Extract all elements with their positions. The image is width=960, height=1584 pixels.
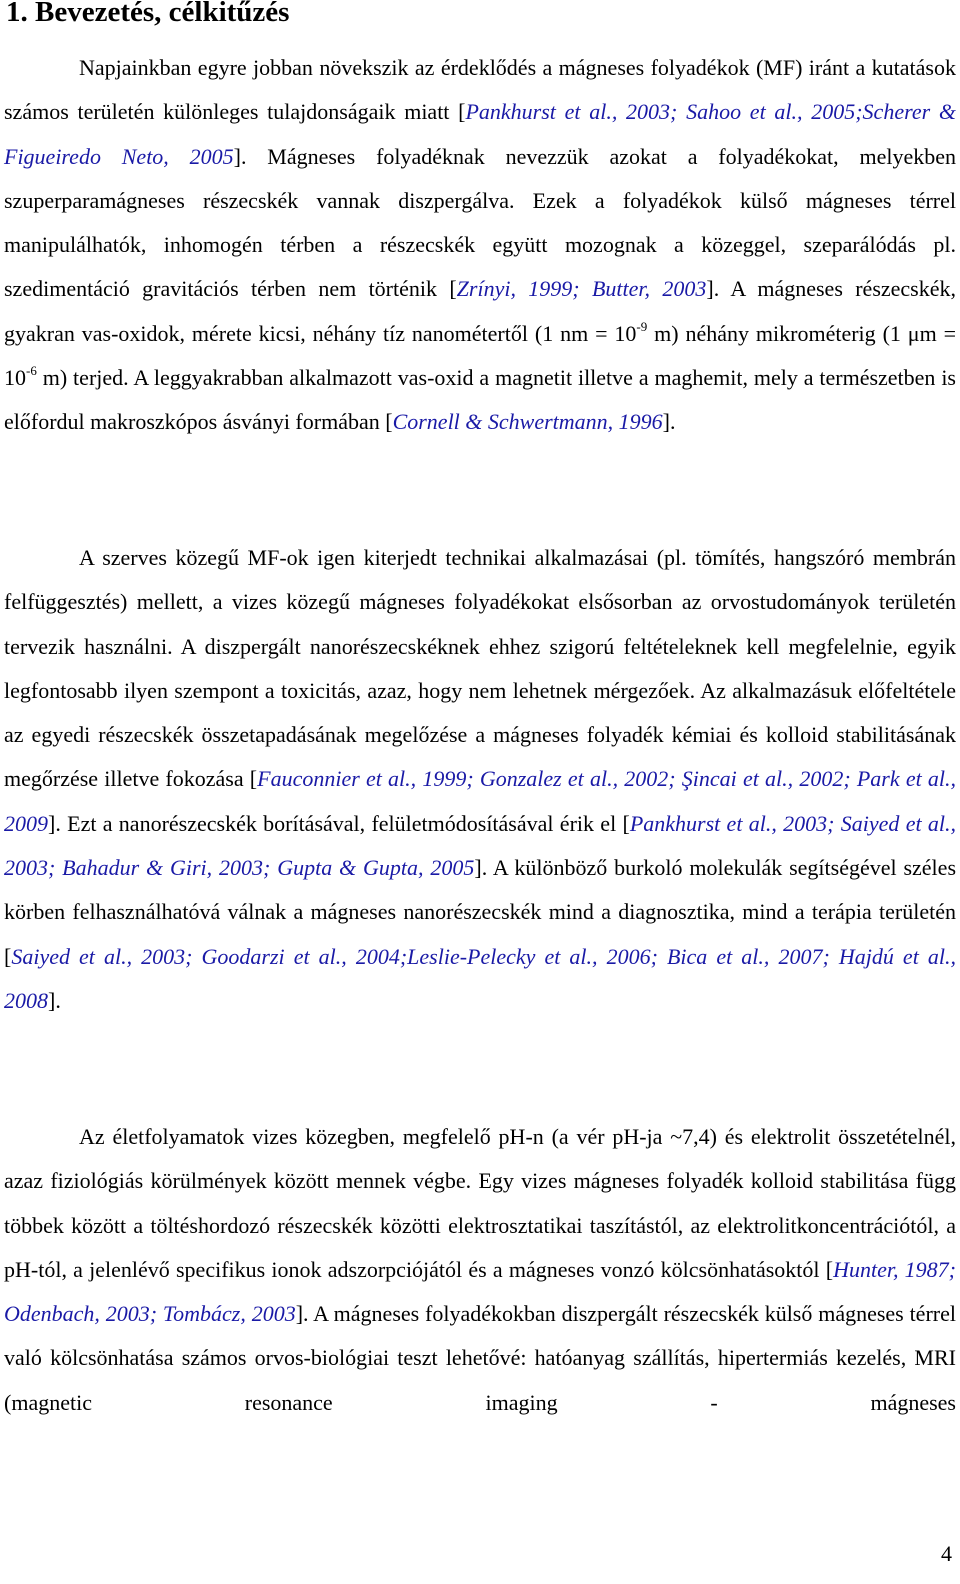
p1-text-d: ]. A mágneses részecskék, gyakran vas-oxidok, mérete kicsi, néhány tíz nanométertől (1 nm = 10 [4, 276, 956, 346]
p2-text-c: ]. A különböző burkoló molekulák segítségével széles körben felhasználhatóvá válnak a mágneses nanorészecskék mind a diagnosztika, mind a terápia területén [ [4, 855, 956, 969]
section-heading: 1. Bevezetés, célkitűzés [6, 0, 290, 28]
p2-text-b: ]. Ezt a nanorészecskék borításával, felületmódosításával érik el [ [48, 810, 630, 836]
p1-text-f: m) terjed. A leggyakrabban alkalmazott vas-oxid a magnetit illetve a maghemit, mely a természetben is előfordul makroszkópos ásványi formában [ [4, 365, 956, 435]
page-number: 4 [941, 1541, 952, 1566]
p1-text-b: ]. Mágneses folyadéknak nevezzük azokat a folyadékokat, melyekben szuperparamágneses részecskék vannak diszpergálva. Ezek a folyadékok külső mágneses térrel manipulálhatók, inhomogén térben a részecskék együtt mozognak a közeggel, szeparálódás pl. szedimentáció gravitációs térben nem történik [ [4, 143, 956, 302]
citation-link[interactable]: Hunter, 1987; Odenbach, 2003; Tombácz, 2003 [4, 1256, 956, 1327]
citation-link[interactable]: Saiyed et al., 2003; Goodarzi et al., 2004;Leslie-Pelecky et al., 2006; Bica et al., 2007; Hajdú et al., 2008 [4, 943, 956, 1013]
p1-text-e: m) néhány mikrométerig (1 μm = 10 [4, 320, 956, 391]
paragraph-1 [4, 46, 956, 445]
p3-text-a: Az életfolyamatok vizes közegben, megfelelő pH-n (a vér pH-ja ~7,4) és elektrolit összetételnél, azaz fiziológiás körülmények között mennek végbe. Egy vizes mágneses folyadék kolloid stabilitása függ többek között a töltéshordozó részecskék közötti elektrosztatikai taszítástól, az elektrolitkoncentrációtól, a pH-tól, a jelenlévő specifikus ionok adszorpciójától és a mágneses vonzó kölcsönhatásoktól [ [4, 1124, 956, 1282]
superscript-exponent: -9 [636, 318, 648, 334]
p2-text-d: ]. [48, 987, 61, 1013]
p2-text-a: A szerves közegű MF-ok igen kiterjedt technikai alkalmazásai (pl. tömítés, hangszóró membrán felfüggesztés) mellett, a vizes közegű mágneses folyadékokat elsősorban az orvostudományok területén tervezik használni. A diszpergált nanorészecskéknek ehhez szigorú feltételeknek kell megfelelnie, egyik legfontosabb ilyen szempont a toxicitás, azaz, hogy nem lehetnek mérgezőek. Az alkalmazásuk előfeltétele az egyedi részecskék összetapadásának megelőzése a mágneses folyadék kémiai és kolloid stabilitásának megőrzése illetve fokozása [ [4, 545, 956, 792]
citation-link[interactable]: Pankhurst et al., 2003; Saiyed et al., 2003; Bahadur & Giri, 2003; Gupta & Gupta, 2005 [4, 810, 956, 881]
p1-text-g: ]. [662, 409, 676, 435]
citation-link[interactable]: Cornell & Schwertmann, 1996 [392, 409, 663, 435]
paragraph-2 [4, 536, 956, 1023]
paragraph-3 [4, 1115, 956, 1425]
citation-link[interactable]: Zrínyi, 1999; Butter, 2003 [456, 276, 707, 302]
p3-text-b: ]. A mágneses folyadékokban diszpergált részecskék külső mágneses térrel való kölcsönhatása számos orvos-biológiai teszt lehetővé: hatóanyag szállítás, hipertermiás kezelés, MRI (magnetic resonance imaging - mágneses [4, 1301, 956, 1415]
citation-link[interactable]: Fauconnier et al., 1999; Gonzalez et al., 2002; Şincai et al., 2002; Park et al., 2009 [4, 766, 957, 836]
p1-text-a: Napjainkban egyre jobban növekszik az érdeklődés a mágneses folyadékok (MF) iránt a kutatások számos területén különleges tulajdonságaik miatt [ [4, 55, 956, 125]
citation-link[interactable]: Pankhurst et al., 2003; Sahoo et al., 2005;Scherer & Figueiredo Neto, 2005 [4, 99, 956, 169]
superscript-exponent: -6 [26, 363, 37, 379]
